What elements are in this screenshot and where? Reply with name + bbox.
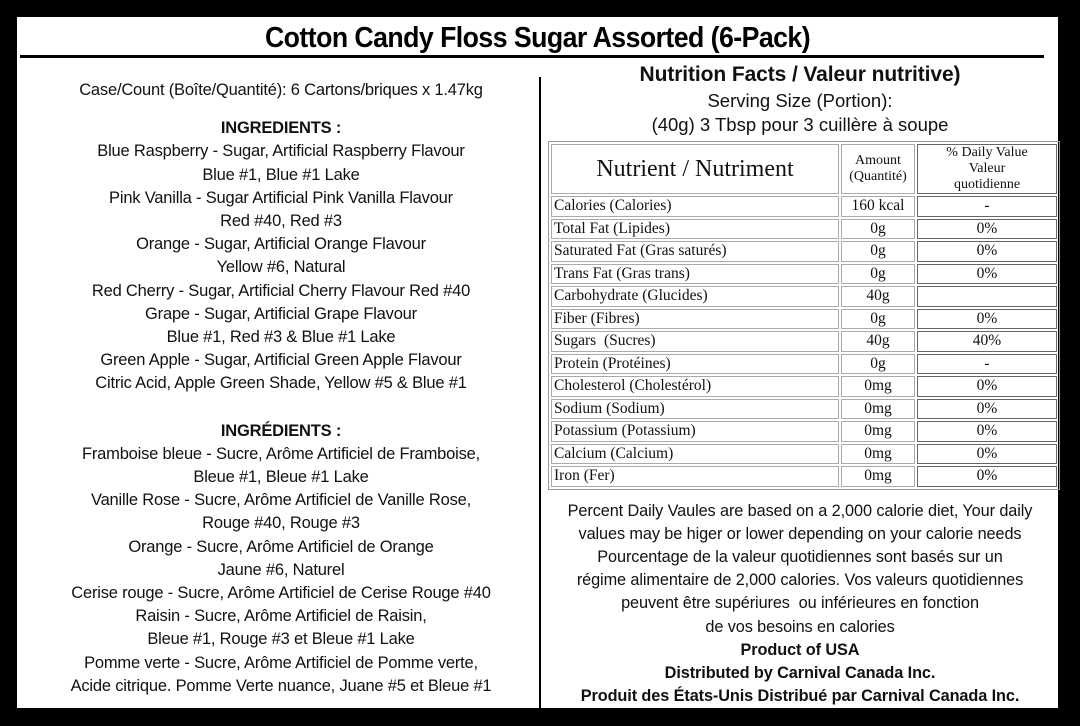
nutrient-dv: - xyxy=(917,354,1057,375)
table-row xyxy=(551,399,1057,420)
nutrient-name: Protein (Protéines) xyxy=(551,354,839,375)
table-row xyxy=(551,331,1057,352)
nutrient-amount: 0g xyxy=(841,354,915,375)
product-title: Cotton Candy Floss Sugar Assorted (6-Pack) xyxy=(264,22,811,54)
ingredients-fr-list xyxy=(25,443,537,698)
disclaimer-line: values may be higer or lower depending on your calorie needs xyxy=(578,524,1022,543)
nutrient-dv: - xyxy=(917,196,1057,217)
ingredients-en-heading: INGREDIENTS : xyxy=(220,119,342,138)
ingredient-line: Vanille Rose - Sucre, Arôme Artificiel de Vanille Rose, xyxy=(91,491,471,510)
column-divider xyxy=(539,77,541,708)
nutrient-amount: 0mg xyxy=(841,421,915,442)
ingredient-line: Red Cherry - Sugar, Artificial Cherry Flavour Red #40 xyxy=(91,281,471,300)
ingredient-line: Orange - Sucre, Arôme Artificiel de Orange xyxy=(128,537,434,556)
table-row xyxy=(551,354,1057,375)
ingredient-line: Acide citrique. Pomme Verte nuance, Juane #5 et Bleue #1 xyxy=(70,676,492,695)
nutrient-amount: 0g xyxy=(841,219,915,240)
nutrient-dv: 0% xyxy=(917,264,1057,285)
table-row xyxy=(551,421,1057,442)
ingredients-en-list xyxy=(25,140,537,395)
nutrient-name: Trans Fat (Gras trans) xyxy=(551,264,839,285)
table-row xyxy=(551,286,1057,307)
nutrient-amount: 0mg xyxy=(841,466,915,487)
nutrient-amount: 40g xyxy=(841,331,915,352)
ingredient-line: Blue Raspberry - Sugar, Artificial Raspberry Flavour xyxy=(97,142,465,161)
nutrition-facts-title: Nutrition Facts / Valeur nutritive) xyxy=(639,63,961,86)
nutrient-dv: 0% xyxy=(917,376,1057,397)
nutrient-dv: 0% xyxy=(917,399,1057,420)
nutrient-amount: 0g xyxy=(841,309,915,330)
ingredient-line: Orange - Sugar, Artificial Orange Flavour xyxy=(136,235,426,254)
serving-size-label: Serving Size (Portion): xyxy=(707,90,893,111)
nutrient-dv: 0% xyxy=(917,421,1057,442)
nutrient-name: Iron (Fer) xyxy=(551,466,839,487)
header-nutrient: Nutrient / Nutriment xyxy=(551,144,839,194)
table-row xyxy=(551,219,1057,240)
ingredient-line: Yellow #6, Natural xyxy=(216,258,346,277)
origin-distributor-fr-text: Produit des États-Unis Distribué par Carnival Canada Inc. xyxy=(580,687,1020,706)
ingredient-line: Raisin - Sucre, Arôme Artificiel de Raisin, xyxy=(135,607,427,626)
disclaimer-line: régime alimentaire de 2,000 calories. Vos valeurs quotidiennes xyxy=(576,571,1024,590)
nutrition-column xyxy=(545,61,1055,708)
nutrient-amount: 0g xyxy=(841,264,915,285)
ingredient-line: Citric Acid, Apple Green Shade, Yellow #5 & Blue #1 xyxy=(95,374,467,393)
header-dv-line: quotidienne xyxy=(953,177,1021,192)
distributor-text: Distributed by Carnival Canada Inc. xyxy=(664,663,936,682)
table-row xyxy=(551,444,1057,465)
nutrient-name: Sodium (Sodium) xyxy=(551,399,839,420)
table-row xyxy=(551,376,1057,397)
nutrient-name: Calcium (Calcium) xyxy=(551,444,839,465)
nutrient-amount: 0mg xyxy=(841,444,915,465)
ingredients-fr-heading: INGRÉDIENTS : xyxy=(220,421,342,440)
ingredient-line: Grape - Sugar, Artificial Grape Flavour xyxy=(145,304,417,323)
origin-text: Product of USA xyxy=(740,640,860,659)
nutrient-name: Potassium (Potassium) xyxy=(551,421,839,442)
footer-notes xyxy=(545,500,1055,709)
nutrient-name: Saturated Fat (Gras saturés) xyxy=(551,241,839,262)
ingredient-line: Cerise rouge - Sucre, Arôme Artificiel de Cerise Rouge #40 xyxy=(71,584,491,603)
ingredient-line: Pomme verte - Sucre, Arôme Artificiel de Pomme verte, xyxy=(84,653,478,672)
nutrient-name: Total Fat (Lipides) xyxy=(551,219,839,240)
nutrient-dv: 0% xyxy=(917,466,1057,487)
label-frame xyxy=(17,17,1058,708)
header-dv-line: % Daily Value xyxy=(946,145,1028,160)
header-daily-value xyxy=(917,144,1057,194)
nutrient-name: Fiber (Fibres) xyxy=(551,309,839,330)
disclaimer-line: Percent Daily Vaules are based on a 2,000 calorie diet, Your daily xyxy=(567,501,1033,520)
title-underline xyxy=(20,55,1044,58)
ingredient-line: Red #40, Red #3 xyxy=(220,212,342,231)
ingredients-column xyxy=(25,79,537,698)
nutrient-dv: 0% xyxy=(917,309,1057,330)
nutrient-dv: 0% xyxy=(917,241,1057,262)
nutrient-name: Calories (Calories) xyxy=(551,196,839,217)
nutrient-dv: 0% xyxy=(917,444,1057,465)
ingredient-line: Bleue #1, Bleue #1 Lake xyxy=(193,468,369,487)
ingredient-line: Bleue #1, Rouge #3 et Bleue #1 Lake xyxy=(147,630,415,649)
ingredient-line: Blue #1, Red #3 & Blue #1 Lake xyxy=(166,328,396,347)
table-header-row xyxy=(551,144,1057,194)
disclaimer-line: Pourcentage de la valeur quotidiennes sont basés sur un xyxy=(597,547,1003,566)
nutrition-table xyxy=(548,141,1060,490)
nutrient-amount: 0g xyxy=(841,241,915,262)
nutrient-name: Carbohydrate (Glucides) xyxy=(551,286,839,307)
header-amount-line: Amount xyxy=(855,153,901,168)
table-row xyxy=(551,466,1057,487)
ingredient-line: Jaune #6, Naturel xyxy=(217,560,345,579)
case-count: Case/Count (Boîte/Quantité): 6 Cartons/briques x 1.47kg xyxy=(79,81,483,99)
nutrient-dv: 0% xyxy=(917,219,1057,240)
table-row xyxy=(551,309,1057,330)
nutrient-dv: 40% xyxy=(917,331,1057,352)
disclaimer-line: de vos besoins en calories xyxy=(705,617,895,636)
ingredient-line: Green Apple - Sugar, Artificial Green Apple Flavour xyxy=(100,351,462,370)
ingredient-line: Blue #1, Blue #1 Lake xyxy=(202,165,360,184)
nutrient-amount: 40g xyxy=(841,286,915,307)
header-dv-line: Valeur xyxy=(968,161,1006,176)
ingredient-line: Rouge #40, Rouge #3 xyxy=(202,514,360,533)
ingredient-line: Framboise bleue - Sucre, Arôme Artificiel de Framboise, xyxy=(82,444,480,463)
table-row xyxy=(551,241,1057,262)
nutrient-dv xyxy=(917,286,1057,307)
ingredient-line: Pink Vanilla - Sugar Artificial Pink Vanilla Flavour xyxy=(109,188,453,207)
table-row xyxy=(551,264,1057,285)
nutrient-name: Cholesterol (Cholestérol) xyxy=(551,376,839,397)
nutrient-amount: 160 kcal xyxy=(841,196,915,217)
header-amount-line: (Quantité) xyxy=(849,169,907,184)
table-row xyxy=(551,196,1057,217)
serving-size-value: (40g) 3 Tbsp pour 3 cuillère à soupe xyxy=(651,114,949,135)
header-amount xyxy=(841,144,915,194)
nutrient-amount: 0mg xyxy=(841,376,915,397)
nutrient-name: Sugars (Sucres) xyxy=(551,331,839,352)
nutrient-amount: 0mg xyxy=(841,399,915,420)
disclaimer-line: peuvent être supériures ou inférieures en fonction xyxy=(621,594,979,613)
